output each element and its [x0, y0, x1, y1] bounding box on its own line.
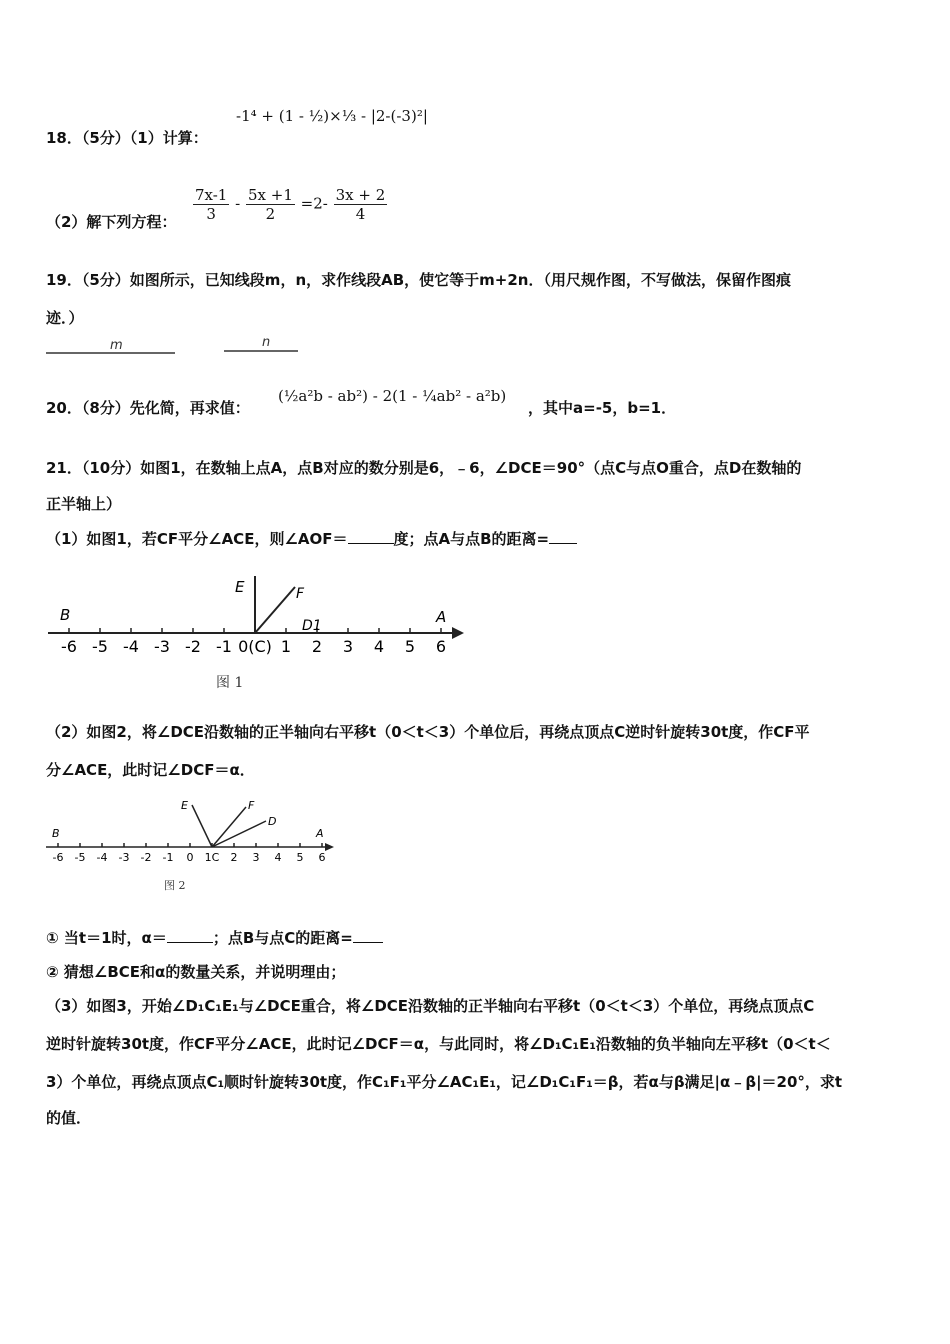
ray-ce	[192, 805, 212, 847]
tick-label: 5	[296, 851, 304, 864]
tick-label: -6	[52, 851, 64, 864]
tick-label: 3	[252, 851, 260, 864]
tick-label: -3	[154, 637, 170, 656]
tick-label: -3	[118, 851, 130, 864]
tick-label: 3	[342, 637, 354, 656]
label-a: A	[316, 827, 324, 840]
figure-1-number-line	[40, 570, 470, 662]
q21-line1: 21．（10分）如图1，在数轴上点A，点B对应的数分别是6，﹣6，∠DCE＝90°（点C与点O重合，点D在数轴的	[46, 459, 802, 477]
label-f: F	[296, 586, 305, 602]
label-e: E	[181, 799, 188, 812]
q18-equation: $\frac{7x-1}{3}$ - $\frac{5x +1}{2}$ =2- $\frac{3x + 2}{4}$	[195, 186, 386, 223]
tick-label: 0(C)	[238, 637, 272, 656]
tick-label: -1	[162, 851, 174, 864]
figure-2-caption: 图 2	[164, 879, 186, 892]
tick-label: -1	[216, 637, 232, 656]
axis-arrow-icon	[325, 843, 334, 851]
tick-label: -4	[123, 637, 139, 656]
q18-label: 18．（5分）（1）计算：	[46, 129, 208, 147]
tick-label: -5	[92, 637, 108, 656]
ray-cd	[212, 821, 266, 847]
q21-sub1: ① 当t＝1时，α＝ ；点B与点C的距离=	[46, 928, 383, 948]
segment-m-label: m	[110, 338, 123, 353]
tick-label: 5	[404, 637, 416, 656]
ray-cf	[212, 807, 246, 847]
q18-expression: -1⁴ + (1 - ½)×⅓ - |2-(-3)²|	[236, 107, 428, 125]
q21-part3-line4: 的值．	[46, 1109, 92, 1127]
tick-label: -2	[140, 851, 152, 864]
axis-arrow-icon	[452, 627, 464, 639]
label-d: D	[268, 815, 277, 828]
q20-expression: (½a²b - ab²) - 2(1 - ¼ab² - a²b)	[278, 387, 507, 405]
q18-part2-label: （2）解下列方程：	[46, 213, 177, 231]
tick-label: 6	[435, 637, 447, 656]
label-f: F	[248, 799, 255, 812]
tick-label: -6	[61, 637, 77, 656]
q21-part1: （1）如图1，若CF平分∠ACE，则∠AOF＝ 度；点A与点B的距离=	[46, 529, 577, 549]
q21-sub2: ② 猜想∠BCE和α的数量关系，并说明理由；	[46, 963, 346, 981]
label-b: B	[60, 606, 71, 624]
tick-label: -2	[185, 637, 201, 656]
tick-label: 4	[373, 637, 385, 656]
tick-label: -5	[74, 851, 86, 864]
label-a: A	[436, 608, 447, 626]
tick-label: 2	[311, 637, 323, 656]
q19-line2: 迹．）	[46, 309, 84, 327]
tick-label: 1	[280, 637, 292, 656]
figure-1-caption: 图 1	[216, 675, 244, 691]
figure-2-number-line	[40, 795, 340, 867]
q21-line2: 正半轴上）	[46, 495, 122, 513]
label-d: D1	[302, 618, 322, 634]
tick-label: 4	[274, 851, 282, 864]
tick-label: 6	[318, 851, 326, 864]
segment-n-label: n	[262, 335, 271, 350]
ray-cf	[255, 587, 295, 633]
q21-part3-line2: 逆时针旋转30t度，作CF平分∠ACE，此时记∠DCF＝α，与此同时，将∠D₁C₁E₁沿数轴的负半轴向左平移t（0＜t＜	[46, 1035, 831, 1053]
tick-label: 0	[186, 851, 194, 864]
q21-part2-line2: 分∠ACE，此时记∠DCF＝α．	[46, 761, 255, 779]
tick-label: -4	[96, 851, 108, 864]
label-b: B	[52, 827, 60, 840]
segments-figure	[40, 334, 320, 360]
tick-label: 1C	[204, 851, 220, 864]
q21-part2-line1: （2）如图2，将∠DCE沿数轴的正半轴向右平移t（0＜t＜3）个单位后，再绕点顶点C逆时针旋转30t度，作CF平	[46, 723, 810, 741]
q20-label: 20．（8分）先化简，再求值：	[46, 399, 250, 417]
q21-part3-line1: （3）如图3，开始∠D₁C₁E₁与∠DCE重合，将∠DCE沿数轴的正半轴向右平移t（0＜t＜3）个单位，再绕点顶点C	[46, 997, 815, 1015]
label-e: E	[235, 578, 245, 596]
q19-line1: 19．（5分）如图所示，已知线段m，n，求作线段AB，使它等于m+2n．（用尺规作图，不写做法，保留作图痕	[46, 271, 791, 289]
tick-label: 2	[230, 851, 238, 864]
q20-condition: ，其中a=-5，b=1．	[528, 399, 677, 417]
q21-part3-line3: 3）个单位，再绕点顶点C₁顺时针旋转30t度，作C₁F₁平分∠AC₁E₁，记∠D₁C₁F₁＝β，若α与β满足|α﹣β|＝20°，求t	[46, 1073, 843, 1091]
